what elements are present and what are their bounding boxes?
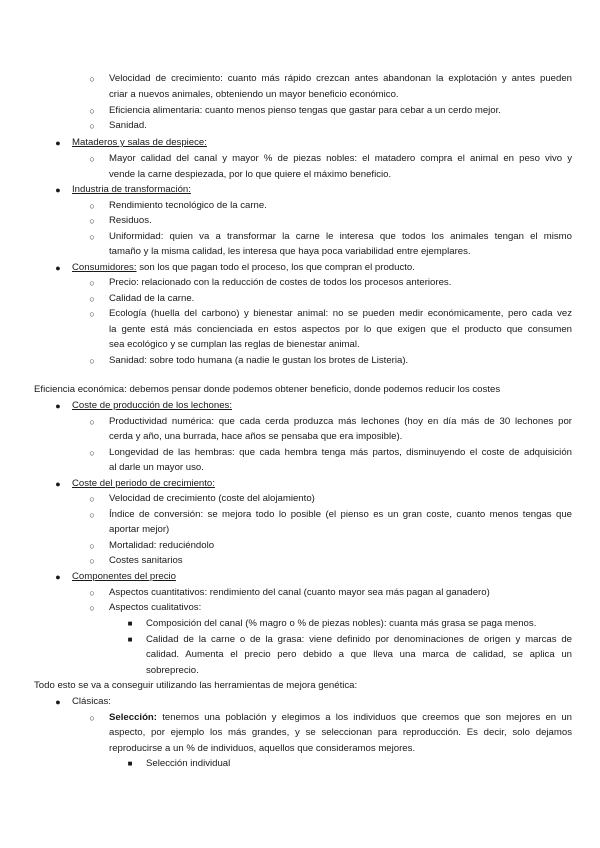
uniformidad-line-2: tamaño y la misma calidad, les interesa que haya poca variabilidad entre ejemplares. [109, 246, 471, 257]
productividad-line-2: cerda y año, una burrada, hace años se pensaba que era imposible). [109, 431, 403, 442]
eficiencia-alimentaria-text: Eficiencia alimentaria: cuanto menos pienso tengas que gastar para cebar a un cerdo mejor. [109, 105, 501, 116]
square-bullet-icon: ■ [127, 635, 133, 644]
consumidores-description: son los que pagan todo el proceso, los que compran el producto. [136, 262, 415, 273]
hollow-bullet-icon: ○ [89, 278, 95, 288]
ecologia-line-2: la gente está más concienciada en estos aspectos por lo que exigen que el producto que consumen [109, 324, 572, 335]
velocidad-crecimiento-line-1: Velocidad de crecimiento: cuanto más rápido crezcan antes abandonan la explotación y antes pueden [109, 73, 572, 84]
hollow-bullet-icon: ○ [89, 74, 95, 84]
hollow-bullet-icon: ○ [89, 541, 95, 551]
seleccion-line-1 [109, 712, 572, 724]
ecologia-line-3: sea ecológico y se cumplan las reglas de bienestar animal. [109, 339, 360, 350]
longevidad-line-1: Longevidad de las hembras: que cada hembra tenga más partos, disminuyendo el coste de adquisición [109, 447, 572, 458]
hollow-bullet-icon: ○ [89, 294, 95, 304]
hollow-bullet-icon: ○ [89, 588, 95, 598]
mayor-calidad-line-2: vende la carne despiezada, por lo que quiere el máximo beneficio. [109, 169, 392, 180]
residuos-text: Residuos. [109, 215, 152, 226]
indice-conversion-line-1: Índice de conversión: se mejora todo lo posible (el pienso es un gran coste, cuanto menos tengas que [109, 509, 572, 520]
hollow-bullet-icon: ○ [89, 309, 95, 319]
hollow-bullet-icon: ○ [89, 216, 95, 226]
longevidad-line-2: al darle un mayor uso. [109, 462, 204, 473]
hollow-bullet-icon: ○ [89, 121, 95, 131]
heading-componentes-precio: Componentes del precio [72, 571, 176, 582]
productividad-line-1: Productividad numérica: que cada cerda produzca más lechones (hoy en día más de 30 lechones por [109, 416, 572, 427]
aspectos-cuantitativos-text: Aspectos cuantitativos: rendimiento del canal (cuanto mayor sea más pagan al ganadero) [109, 587, 490, 598]
rendimiento-tecnologico-text: Rendimiento tecnológico de la carne. [109, 200, 267, 211]
calidad-grasa-line-1: Calidad de la carne o de la grasa: viene definido por denominaciones de origen y marcas de [146, 634, 572, 645]
filled-bullet-icon: ● [55, 572, 61, 582]
heading-industria: Industria de transformación: [72, 184, 191, 195]
sanidad-text: Sanidad. [109, 120, 147, 131]
composicion-canal-text: Composición del canal (% magro o % de piezas nobles): cuanta más grasa se paga menos. [146, 618, 537, 629]
precio-text: Precio: relacionado con la reducción de costes de todos los procesos anteriores. [109, 277, 452, 288]
filled-bullet-icon: ● [55, 185, 61, 195]
velocidad-crecimiento-line-2: criar a nuevos animales, obteniendo un mayor beneficio económico. [109, 89, 399, 100]
indice-conversion-line-2: aportar mejor) [109, 524, 170, 535]
square-bullet-icon: ■ [127, 619, 133, 628]
hollow-bullet-icon: ○ [89, 154, 95, 164]
calidad-carne-text: Calidad de la carne. [109, 293, 195, 304]
filled-bullet-icon: ● [55, 138, 61, 148]
heading-coste-crecimiento: Coste del periodo de crecimiento: [72, 478, 215, 489]
aspectos-cualitativos-text: Aspectos cualitativos: [109, 602, 202, 613]
calidad-grasa-line-2: calidad. Aumenta el precio pero debido a que lleva una marca de calidad, se aplica un [146, 649, 572, 660]
square-bullet-icon: ■ [127, 759, 133, 768]
seleccion-line-3: reproducirse a un % de individuos, aquellos que consideramos mejores. [109, 743, 416, 754]
hollow-bullet-icon: ○ [89, 232, 95, 242]
costes-sanitarios-text: Costes sanitarios [109, 555, 183, 566]
todo-esto-text: Todo esto se va a conseguir utilizando las herramientas de mejora genética: [34, 680, 358, 691]
clasicas-text: Clásicas: [72, 696, 111, 707]
consumidores-line [72, 262, 415, 274]
filled-bullet-icon: ● [55, 697, 61, 707]
hollow-bullet-icon: ○ [89, 713, 95, 723]
hollow-bullet-icon: ○ [89, 417, 95, 427]
mortalidad-text: Mortalidad: reduciéndolo [109, 540, 215, 551]
filled-bullet-icon: ● [55, 263, 61, 273]
heading-coste-lechones: Coste de producción de los lechones: [72, 400, 232, 411]
hollow-bullet-icon: ○ [89, 603, 95, 613]
uniformidad-line-1: Uniformidad: quien va a transformar la carne le interesa que todos los animales tengan el mismo [109, 231, 572, 242]
hollow-bullet-icon: ○ [89, 556, 95, 566]
heading-consumidores: Consumidores: [72, 262, 137, 273]
seleccion-definition: tenemos una población y elegimos a los individuos que creemos que son mejores en un [157, 712, 572, 723]
calidad-grasa-line-3: sobreprecio. [146, 665, 199, 676]
hollow-bullet-icon: ○ [89, 494, 95, 504]
seleccion-individual-text: Selección individual [146, 758, 231, 769]
mayor-calidad-line-1: Mayor calidad del canal y mayor % de piezas nobles: el matadero compra el animal en peso vivo y [109, 153, 572, 164]
eficiencia-economica-text: Eficiencia económica: debemos pensar donde podemos obtener beneficio, donde podemos reducir los costes [34, 384, 501, 395]
ecologia-line-1: Ecología (huella del carbono) y bienestar animal: no se pueden medir económicamente, pero cada vez [109, 308, 572, 319]
filled-bullet-icon: ● [55, 401, 61, 411]
hollow-bullet-icon: ○ [89, 510, 95, 520]
hollow-bullet-icon: ○ [89, 201, 95, 211]
hollow-bullet-icon: ○ [89, 448, 95, 458]
hollow-bullet-icon: ○ [89, 356, 95, 366]
velocidad-coste-text: Velocidad de crecimiento (coste del alojamiento) [109, 493, 315, 504]
hollow-bullet-icon: ○ [89, 106, 95, 116]
seleccion-line-2: aspecto, por ejemplo los más grandes, y se seleccionan para reproducción. Es decir, solo dejamos [109, 727, 572, 738]
seleccion-term: Selección: [109, 712, 157, 723]
heading-mataderos: Mataderos y salas de despiece: [72, 137, 207, 148]
sanidad-humana-text: Sanidad: sobre todo humana (a nadie le gustan los brotes de Listeria). [109, 355, 409, 366]
filled-bullet-icon: ● [55, 479, 61, 489]
